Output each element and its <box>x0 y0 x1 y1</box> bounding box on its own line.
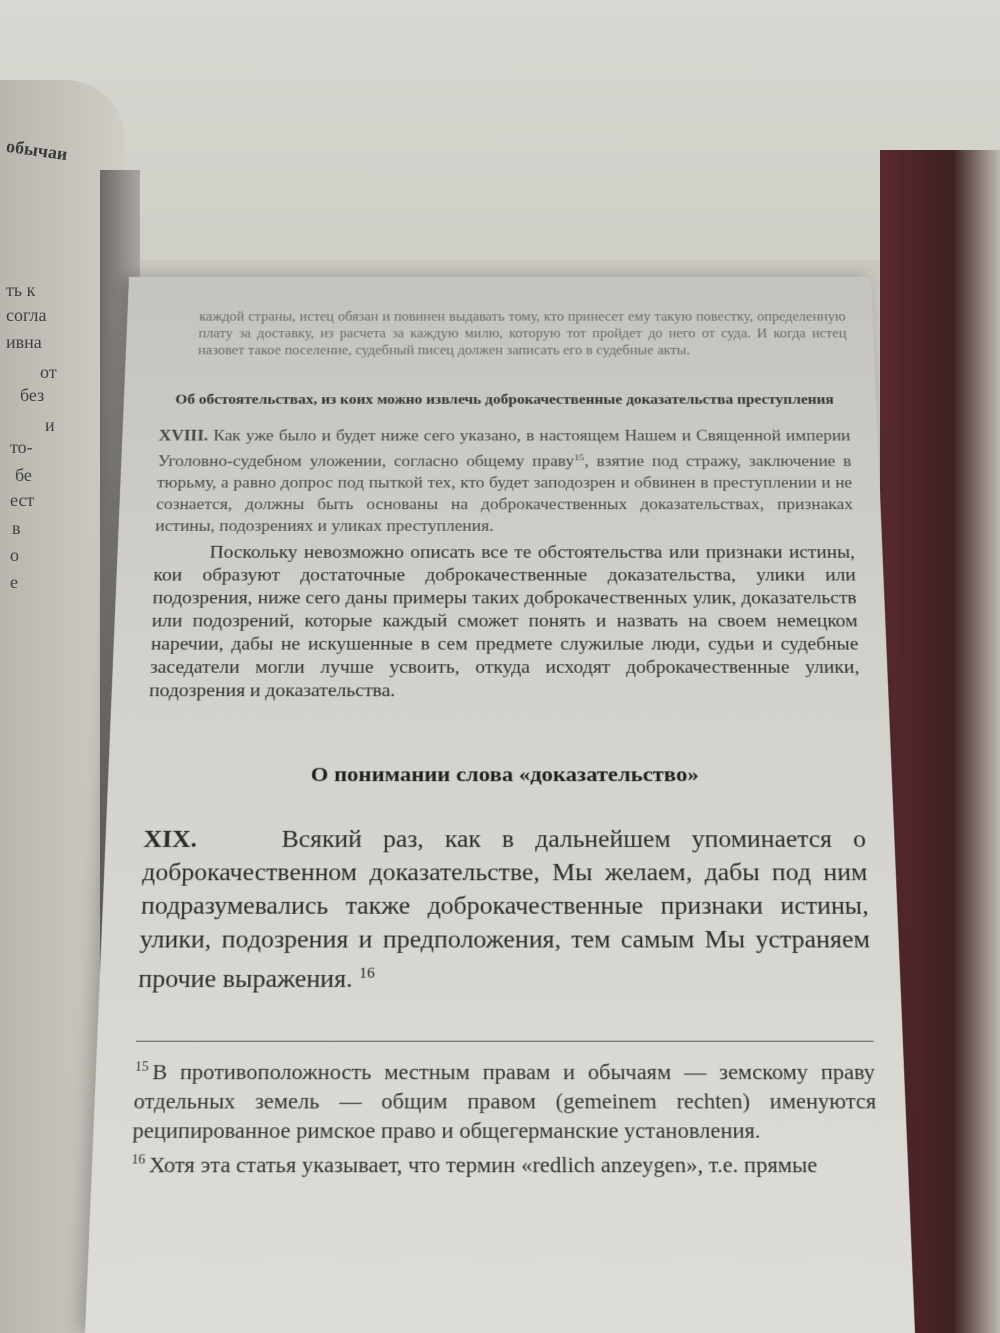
section-18-text-a: Как уже было и будет ниже сего указано, в настоящем Нашем и Священной империи Уголовно-судебном уложении, согласно общему праву <box>157 427 851 471</box>
left-fragment: то- <box>10 437 33 457</box>
left-fragment: без <box>20 385 45 405</box>
left-fragment: бе <box>15 465 32 485</box>
left-fragment: в <box>12 518 21 538</box>
left-fragment: ть к <box>6 280 36 300</box>
left-fragment: и <box>45 415 55 435</box>
section-19-text: Всякий раз, как в дальнейшем упоминается о доброкачественном доказательстве, Мы желаем, дабы под ним подразумевались также доброкачественные признаки истины, улики, подозрения и предположения, тем самым Мы устраняем прочие выражения. <box>137 825 871 993</box>
footnote-text: В противоположность местным правам и обычаям — земскому праву отдельных земель — общим правом (gemeinem rechten) именуются реципированное римское право и общегерманские установления. <box>132 1060 877 1143</box>
top-paragraph: каждой страны, истец обязан и повинен выдавать тому, кто принесет ему такую повестку, определенную плату за доставку, из расчета за каждую милю, которую тот пройдет до него от суда. И когда истец назовет такое поселение, судебный писец должен записать его в судебные акты. <box>197 310 847 358</box>
left-fragment: е <box>10 572 18 592</box>
footnote-mark: 16 <box>131 1153 146 1168</box>
section-19-paragraph <box>138 823 872 996</box>
section-heading-proof-word: О понимании слова «доказательство» <box>310 763 699 787</box>
section-18-paragraph-2: Поскольку невозможно описать все те обстоятельства или признаки истины, кои образуют достаточные доброкачественные доказательства, улики или подозрения, ниже сего даны примеры таких доброкачественных улик, доказательств или подозрений, которые каждый сможет понять и назвать на своем немецком наречии, дабы не искушенные в сем предмете служилые люди, судьи и судебные заседатели могли лучше усвоить, откуда исходят доброкачественные улики, подозрения и доказательства. <box>148 541 860 701</box>
section-number: XIX. <box>143 825 198 853</box>
footnote-mark: 15 <box>134 1060 149 1075</box>
left-fragment: о <box>10 545 19 565</box>
footnote-ref-16: 16 <box>359 965 375 982</box>
left-fragment: от <box>40 362 57 382</box>
footnote <box>131 1145 879 1179</box>
background-wall <box>0 0 1000 260</box>
footnote-divider <box>136 1041 874 1042</box>
left-fragment: ест <box>10 490 35 510</box>
footnote <box>132 1053 878 1145</box>
left-fragment: согла <box>6 305 47 325</box>
footnote-text: Хотя эта статья указывает, что термин «redlich anzeygen», т.е. прямые <box>148 1152 818 1177</box>
left-fragment: ивна <box>6 332 42 352</box>
section-18-text-b: , взятие под стражу, заключение в тюрьму, а равно допрос под пыткой тех, кто будет заподозрен и обвинен в преступлении и не сознается, должны быть основаны на доброкачественных доказательствах, признаках истины, подозрениях и уликах преступления. <box>155 453 854 536</box>
section-18-paragraph <box>155 426 854 538</box>
page-content <box>131 309 879 1180</box>
footnote-ref-15: 15 <box>573 452 585 463</box>
right-page <box>85 277 915 1333</box>
left-running-head: обычаи <box>4 135 69 165</box>
section-heading-evidence: Об обстоятельствах, из коих можно извлечь доброкачественные доказательства преступления <box>175 391 835 407</box>
section-number: XVIII. <box>158 427 209 445</box>
